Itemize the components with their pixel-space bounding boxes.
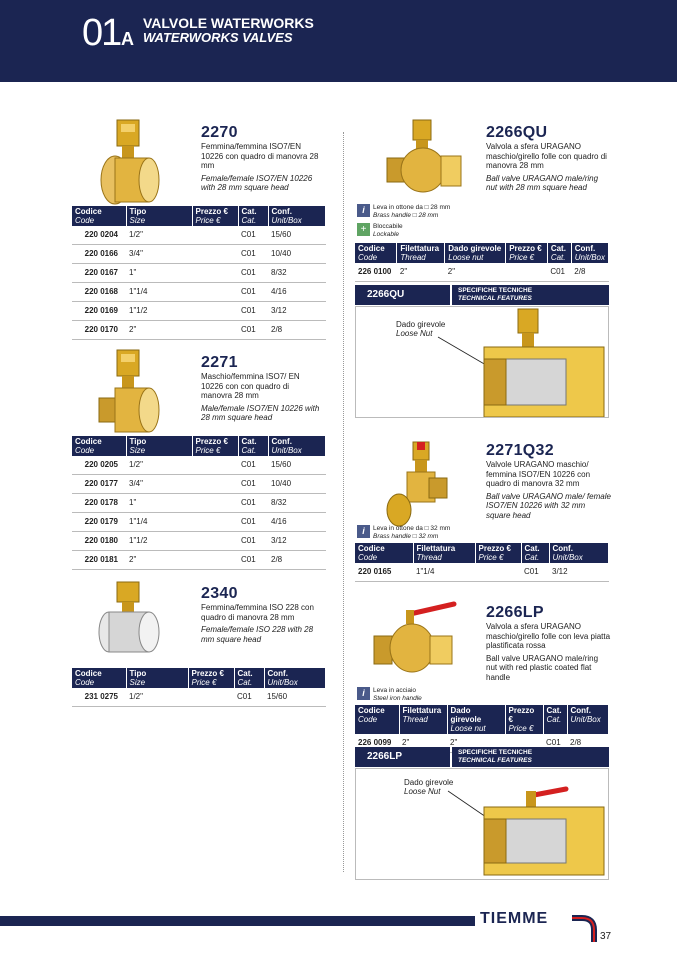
table-cell: C01 — [521, 563, 549, 582]
product-code: 2271 — [201, 354, 238, 371]
table-row — [72, 456, 326, 475]
table-cell: C01 — [238, 264, 268, 283]
table-cell: 1" — [126, 264, 192, 283]
note-lockable: + Bloccabile Lockable — [357, 223, 403, 238]
table-cell — [192, 321, 238, 340]
table-cell: 10/40 — [268, 475, 326, 494]
product-code: 2266LP — [486, 604, 544, 621]
col-code: Codice Code — [355, 543, 413, 563]
product-2270 — [201, 124, 321, 193]
section-title-it: VALVOLE WATERWORKS — [143, 15, 314, 31]
technical-features-bar-2266qu — [355, 285, 609, 305]
tf-label: SPECIFICHE TECNICHE TECHNICAL FEATURES — [452, 747, 609, 767]
table-cell — [192, 283, 238, 302]
product-desc-it: Femmina/femmina ISO7/EN 10226 con quadro di manovra 28 mm — [201, 142, 319, 170]
table-row — [72, 532, 326, 551]
product-desc-it: Femmina/femmina ISO 228 con quadro di manovra 28 mm — [201, 603, 314, 622]
column-divider — [343, 132, 344, 872]
valve-2266lp-image — [372, 600, 462, 680]
table-cell: 15/60 — [268, 226, 326, 245]
table-cell: 2" — [126, 321, 192, 340]
table-cell: 1"1/2 — [126, 532, 192, 551]
product-desc-it: Maschio/femmina ISO7/ EN 10226 con con quadro di manovra 28 mm — [201, 372, 300, 400]
page-header — [0, 0, 677, 82]
price-table-2271 — [72, 436, 326, 570]
table-cell: 220 0166 — [72, 245, 126, 264]
table-cell: 1/2" — [126, 456, 192, 475]
col-code: Codice Code — [355, 705, 399, 734]
col-price: Prezzo € Price € — [192, 436, 238, 456]
annotation-loose-nut: Dado girevole Loose Nut — [404, 778, 454, 796]
product-code: 2340 — [201, 585, 238, 602]
product-desc-en: Male/female ISO7/EN 10226 with 28 mm square head — [201, 403, 320, 422]
footer-bar — [0, 916, 475, 926]
col-cat: Cat. Cat. — [543, 705, 567, 734]
table-cell: 220 0205 — [72, 456, 126, 475]
table-cell: 3/12 — [268, 532, 326, 551]
table-cell: 8/32 — [268, 264, 326, 283]
table-cell: 2/8 — [268, 321, 326, 340]
table-row — [72, 494, 326, 513]
table-cell — [192, 226, 238, 245]
table-cell — [192, 494, 238, 513]
price-table-2266lp — [355, 705, 609, 753]
info-icon: i — [357, 204, 370, 217]
product-2266qu — [486, 124, 611, 193]
table-cell — [192, 475, 238, 494]
table-cell: 220 0167 — [72, 264, 126, 283]
table-cell: 1/2" — [126, 688, 188, 707]
table-cell: 231 0275 — [72, 688, 126, 707]
col-price: Prezzo € Price € — [188, 668, 234, 688]
col-size: Tipo Size — [126, 668, 188, 688]
table-cell — [475, 563, 521, 582]
col-cat: Cat. Cat. — [238, 436, 268, 456]
product-desc-en: Ball valve URAGANO male/ring nut with 28 mm square head — [486, 173, 599, 192]
col-price: Prezzo € Price € — [506, 243, 548, 263]
col-loose-nut: Dado girevole Loose nut — [445, 243, 506, 263]
section-title-en: WATERWORKS VALVES — [143, 30, 293, 45]
note-handle: i Leva in ottone da □ 32 mm Brass handle □ 32 mm — [357, 525, 450, 540]
price-table-2270 — [72, 206, 326, 340]
table-cell — [192, 264, 238, 283]
info-icon: i — [357, 525, 370, 538]
product-code: 2266QU — [486, 124, 548, 141]
table-row — [72, 245, 326, 264]
tf-label: SPECIFICHE TECNICHE TECHNICAL FEATURES — [452, 285, 609, 305]
table-cell: C01 — [543, 734, 567, 753]
section-number: 01 — [82, 12, 121, 54]
col-thread: Filettatura Thread — [397, 243, 445, 263]
table-cell: 1/2" — [126, 226, 192, 245]
col-price: Prezzo € Price € — [192, 206, 238, 226]
table-row — [72, 226, 326, 245]
table-row — [72, 283, 326, 302]
price-table-2340 — [72, 668, 326, 707]
technical-features-bar-2266lp — [355, 747, 609, 767]
note-handle: i Leva in acciaio Steel iron handle — [357, 687, 422, 702]
table-cell — [192, 551, 238, 570]
table-cell: 3/4" — [126, 245, 192, 264]
table-cell — [192, 532, 238, 551]
table-cell: 3/12 — [549, 563, 609, 582]
table-row — [72, 688, 326, 707]
price-table-2266qu — [355, 243, 609, 282]
table-row — [355, 563, 609, 582]
table-cell: 2" — [447, 734, 505, 753]
product-code: 2270 — [201, 124, 238, 141]
table-cell: 15/60 — [268, 456, 326, 475]
table-row — [72, 264, 326, 283]
table-row — [355, 263, 609, 282]
table-cell: 220 0179 — [72, 513, 126, 532]
table-cell: 226 0099 — [355, 734, 399, 753]
product-desc-it: Valvola a sfera URAGANO maschio/girello folle con quadro di manovra 28 mm — [486, 142, 607, 170]
table-cell: 2" — [397, 263, 445, 282]
table-cell: C01 — [238, 513, 268, 532]
product-code: 2271Q32 — [486, 442, 554, 459]
table-cell: 220 0170 — [72, 321, 126, 340]
table-cell — [192, 513, 238, 532]
table-cell: 220 0204 — [72, 226, 126, 245]
col-conf: Conf. Unit/Box — [571, 243, 608, 263]
table-cell: 220 0181 — [72, 551, 126, 570]
col-price: Prezzo € Price € — [475, 543, 521, 563]
table-cell: 2/8 — [268, 551, 326, 570]
col-price: Prezzo € Price € — [505, 705, 543, 734]
product-desc-it: Valvola a sfera URAGANO maschio/girello folle con leva piatta plastificata rossa — [486, 622, 611, 650]
col-size: Tipo Size — [126, 436, 192, 456]
product-2266lp — [486, 604, 611, 682]
valve-2266qu-image — [385, 118, 465, 198]
table-cell: 10/40 — [268, 245, 326, 264]
brand-logo: TIEMME — [480, 910, 549, 927]
table-cell: 3/4" — [126, 475, 192, 494]
table-cell: 2/8 — [567, 734, 609, 753]
table-cell: 220 0168 — [72, 283, 126, 302]
technical-drawing-2266qu — [355, 306, 609, 418]
col-conf: Conf. Unit/Box — [268, 436, 326, 456]
table-cell: 15/60 — [264, 688, 326, 707]
table-cell: 2" — [126, 551, 192, 570]
product-desc-en: Female/female ISO7/EN 10226 with 28 mm square head — [201, 173, 313, 192]
table-cell: C01 — [238, 551, 268, 570]
technical-drawing-2266lp — [355, 768, 609, 880]
table-cell: C01 — [238, 532, 268, 551]
col-conf: Conf. Unit/Box — [567, 705, 609, 734]
col-conf: Conf. Unit/Box — [264, 668, 326, 688]
table-cell — [188, 688, 234, 707]
col-thread: Filettatura Thread — [413, 543, 475, 563]
section-letter: A — [121, 29, 134, 49]
table-cell: 220 0165 — [355, 563, 413, 582]
table-cell: 2" — [399, 734, 447, 753]
table-row — [72, 475, 326, 494]
table-cell: C01 — [238, 456, 268, 475]
lock-icon: + — [357, 223, 370, 236]
table-cell: C01 — [238, 283, 268, 302]
col-code: Codice Code — [355, 243, 397, 263]
col-conf: Conf. Unit/Box — [549, 543, 609, 563]
product-2340 — [201, 585, 321, 644]
valve-2271-image — [95, 348, 165, 448]
table-row — [72, 302, 326, 321]
table-cell: 2" — [445, 263, 506, 282]
product-desc-en: Female/female ISO 228 with 28 mm square head — [201, 625, 314, 644]
table-cell: 4/16 — [268, 283, 326, 302]
tf-code: 2266LP — [355, 747, 450, 767]
table-cell: 220 0169 — [72, 302, 126, 321]
table-cell: C01 — [238, 321, 268, 340]
product-desc-it: Valvole URAGANO maschio/ femmina ISO7/EN 10226 con quadro di manovra 32 mm — [486, 460, 591, 488]
table-cell: C01 — [547, 263, 571, 282]
table-cell: C01 — [238, 302, 268, 321]
table-row — [72, 551, 326, 570]
brand-pipe-icon — [572, 912, 598, 942]
table-row — [72, 321, 326, 340]
note-handle: i Leva in ottone da □ 28 mm Brass handle □ 28 mm — [357, 204, 450, 219]
table-cell — [192, 302, 238, 321]
price-table-2271q32 — [355, 543, 609, 582]
table-cell: C01 — [238, 245, 268, 264]
col-cat: Cat. Cat. — [521, 543, 549, 563]
col-code: Codice Code — [72, 668, 126, 688]
table-cell: C01 — [238, 475, 268, 494]
col-code: Codice Code — [72, 206, 126, 226]
table-row — [72, 513, 326, 532]
annotation-loose-nut: Dado girevole Loose Nut — [396, 320, 446, 338]
product-desc-en: Ball valve URAGANO male/ female ISO7/EN 10226 with 32 mm square head — [486, 491, 611, 520]
table-cell: 1"1/4 — [126, 283, 192, 302]
valve-2270-image — [95, 118, 165, 218]
table-cell: C01 — [238, 494, 268, 513]
table-cell: 3/12 — [268, 302, 326, 321]
col-conf: Conf. Unit/Box — [268, 206, 326, 226]
table-cell: 1"1/4 — [126, 513, 192, 532]
valve-2271q32-image — [385, 440, 455, 530]
table-cell: 220 0180 — [72, 532, 126, 551]
col-cat: Cat. Cat. — [238, 206, 268, 226]
table-cell: 1"1/4 — [413, 563, 475, 582]
product-desc-en: Ball valve URAGANO male/ring nut with red plastic coated flat handle — [486, 653, 599, 682]
col-size: Tipo Size — [126, 206, 192, 226]
table-cell: 226 0100 — [355, 263, 397, 282]
info-icon: i — [357, 687, 370, 700]
table-cell: C01 — [238, 226, 268, 245]
tf-code: 2266QU — [355, 285, 450, 305]
table-cell: C01 — [234, 688, 264, 707]
table-cell: 2/8 — [571, 263, 608, 282]
table-cell: 1"1/2 — [126, 302, 192, 321]
col-loose-nut: Dado girevole Loose nut — [447, 705, 505, 734]
table-cell: 220 0177 — [72, 475, 126, 494]
table-cell: 220 0178 — [72, 494, 126, 513]
table-cell — [192, 456, 238, 475]
valve-2340-image — [95, 580, 165, 660]
table-cell: 8/32 — [268, 494, 326, 513]
table-cell: 1" — [126, 494, 192, 513]
col-thread: Filettatura Thread — [399, 705, 447, 734]
col-cat: Cat. Cat. — [234, 668, 264, 688]
table-cell — [192, 245, 238, 264]
table-cell: 4/16 — [268, 513, 326, 532]
product-2271q32 — [486, 442, 611, 520]
table-cell — [506, 263, 548, 282]
product-2271 — [201, 354, 321, 423]
col-code: Codice Code — [72, 436, 126, 456]
col-cat: Cat. Cat. — [547, 243, 571, 263]
page-number: 37 — [600, 931, 612, 942]
